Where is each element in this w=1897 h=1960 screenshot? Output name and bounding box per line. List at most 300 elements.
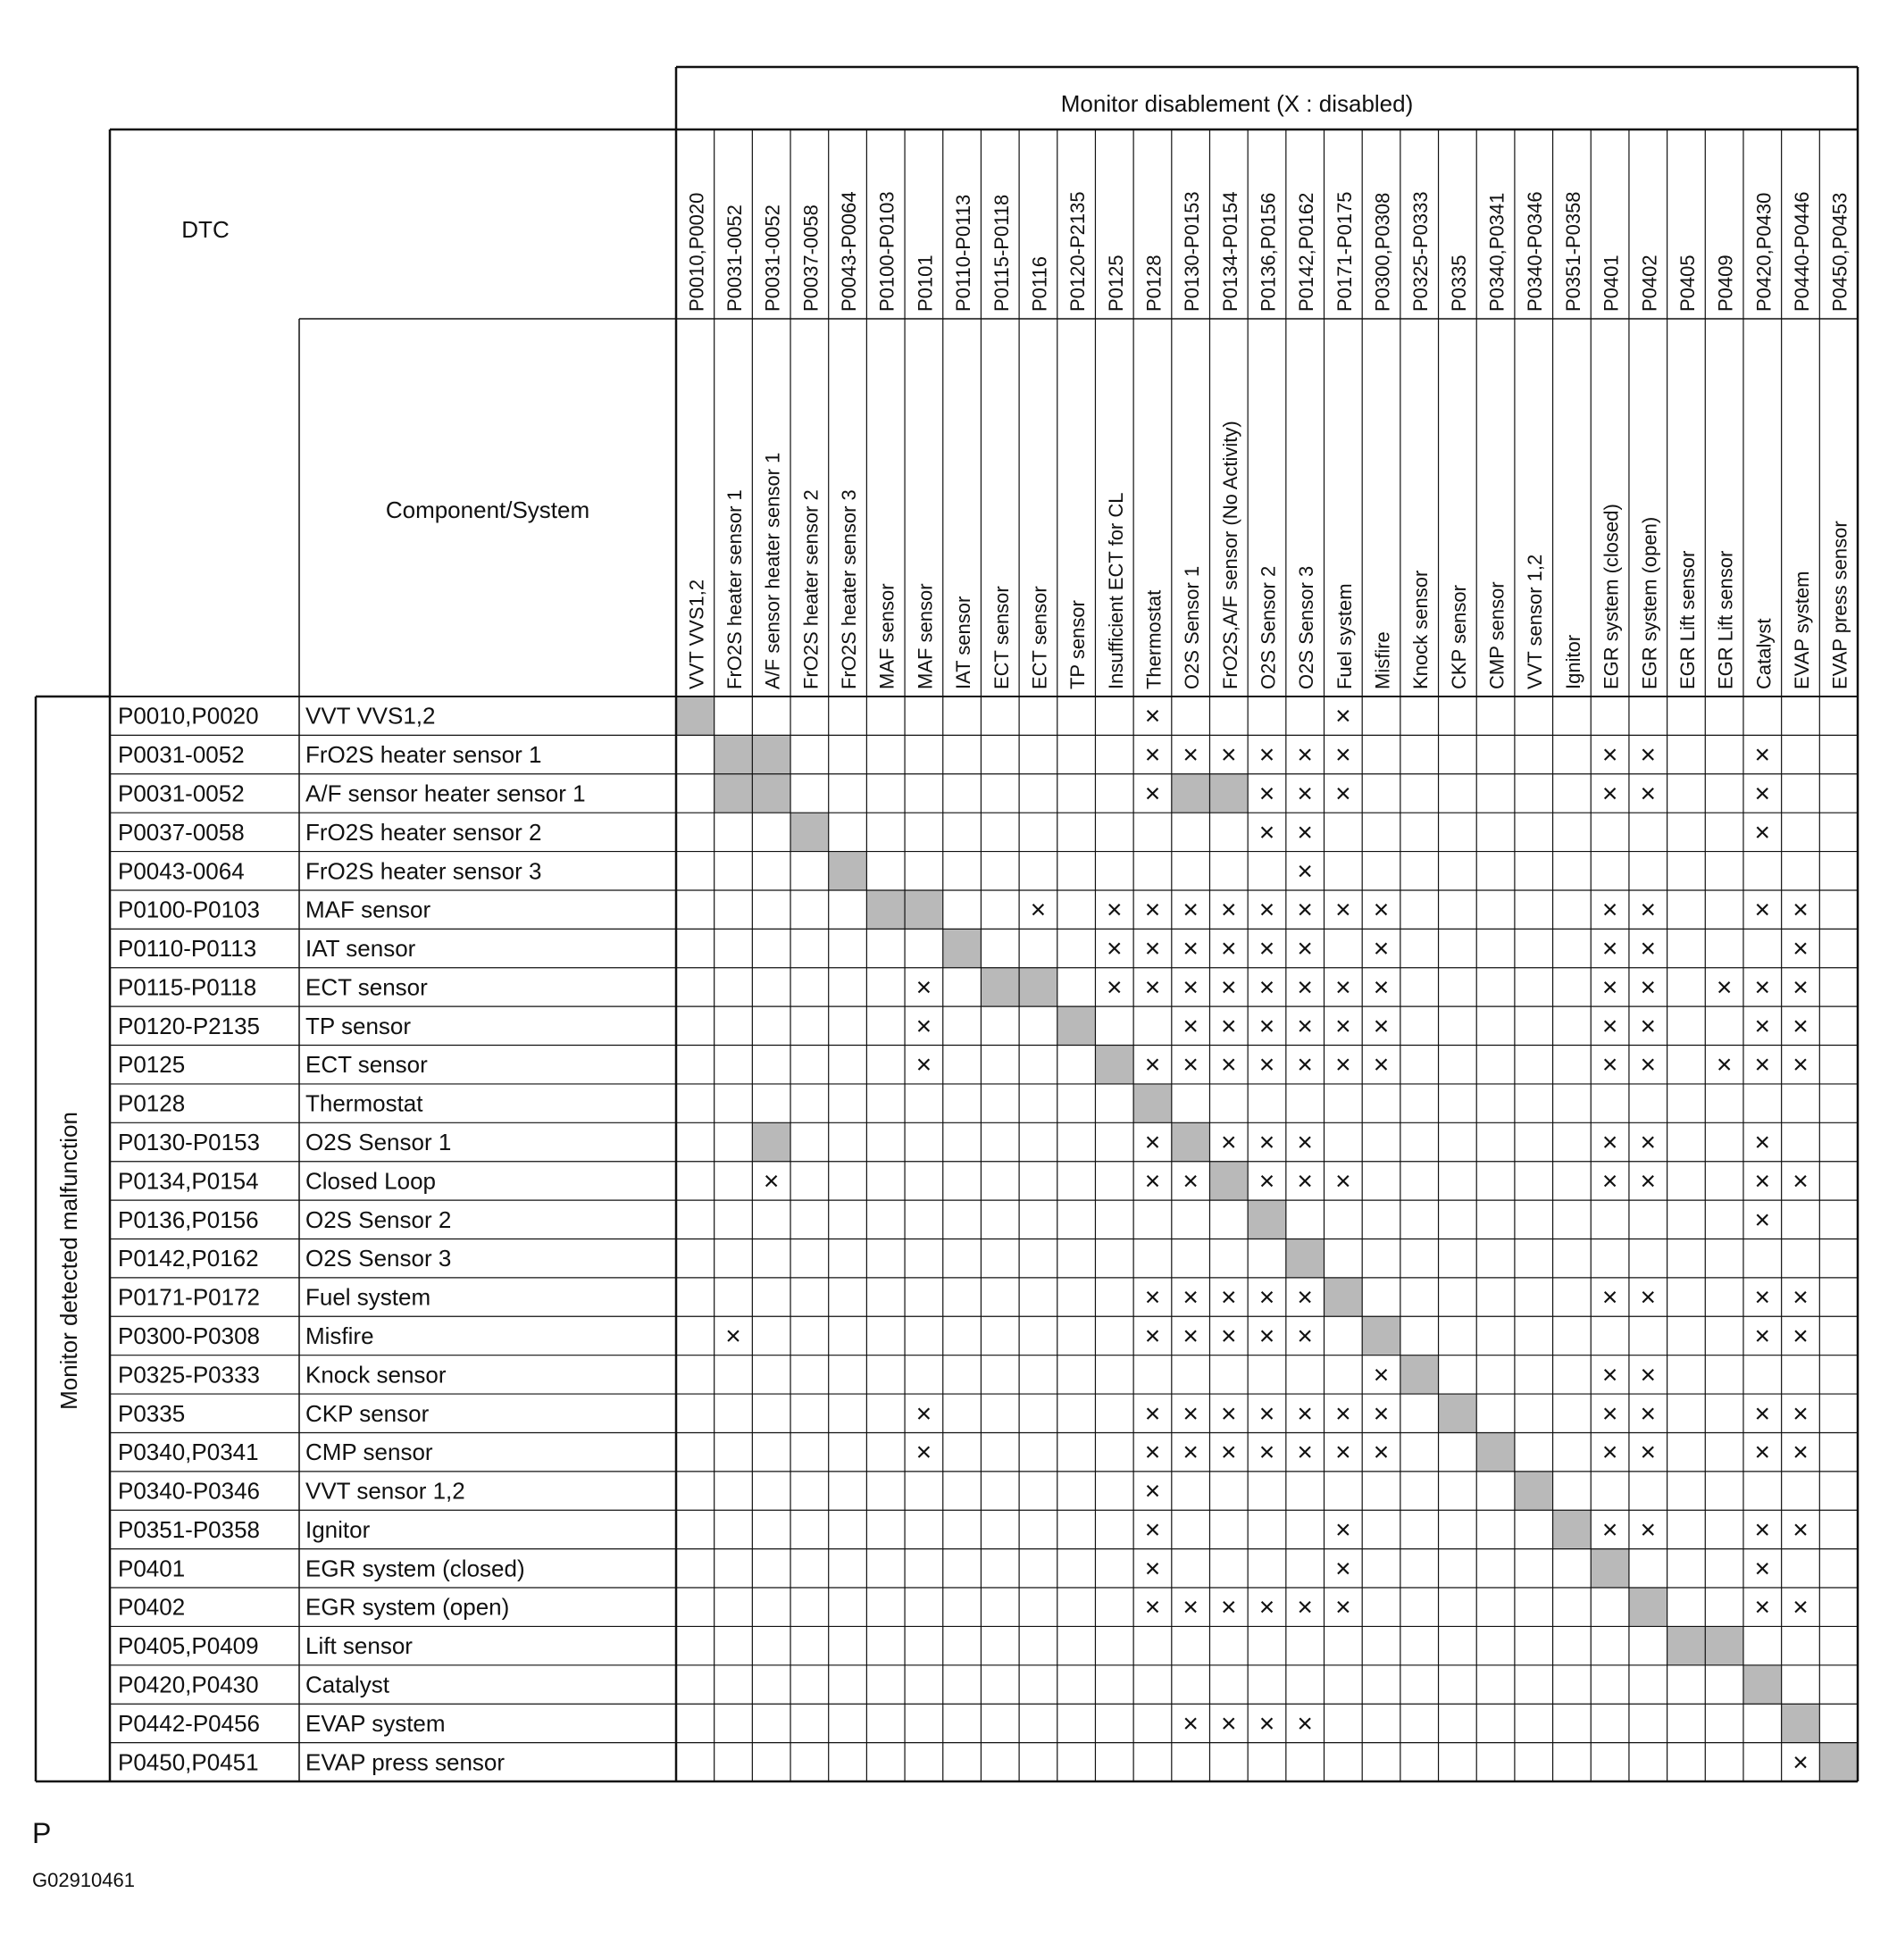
disabled-mark: × [1221,740,1237,771]
disabled-mark: × [1335,1398,1351,1429]
disabled-mark: × [1030,895,1047,925]
disabled-mark: × [1258,1592,1275,1622]
disabled-mark: × [1258,1282,1275,1313]
disabled-mark: × [1297,1438,1313,1468]
disabled-mark: × [1144,1128,1161,1158]
disabled-mark: × [1601,1438,1618,1468]
column-component-label: A/F sensor heater sensor 1 [761,452,784,689]
disabled-mark: × [1297,1166,1313,1197]
disabled-mark: × [1754,1205,1771,1235]
disabled-mark: × [1297,1592,1313,1622]
disabled-mark: × [1754,1050,1771,1080]
row-component-label: EGR system (open) [305,1593,510,1621]
disabled-mark: × [1601,1514,1618,1545]
column-component-label: O2S Sensor 2 [1257,565,1280,689]
disabled-mark: × [1793,1747,1809,1778]
row-dtc-label: P0115-P0118 [118,973,257,1001]
disabled-mark: × [1335,972,1351,1003]
shaded-cell [715,774,753,813]
disabled-mark: × [1144,1438,1161,1468]
disabled-mark: × [1144,779,1161,809]
shaded-cell [1515,1472,1553,1510]
disabled-mark: × [1221,1128,1237,1158]
disabled-mark: × [1640,1166,1657,1197]
shaded-cell [1667,1626,1706,1664]
column-component-label: TP sensor [1066,600,1090,689]
disabled-mark: × [1754,1321,1771,1351]
row-component-label: ECT sensor [305,1051,428,1079]
disabled-mark: × [1793,1438,1809,1468]
column-dtc-label: P0031-0052 [723,204,747,312]
footer-letter: P [32,1817,52,1849]
row-dtc-label: P0325-P0333 [118,1361,261,1389]
disabled-mark: × [1793,1514,1809,1545]
disabled-mark: × [1373,1050,1390,1080]
disabled-mark: × [1754,1438,1771,1468]
row-component-label: Misfire [305,1322,374,1349]
row-dtc-label: P0130-P0153 [118,1129,261,1156]
disabled-mark: × [1335,1011,1351,1041]
shaded-cell [1553,1510,1592,1548]
row-component-label: EGR system (closed) [305,1555,525,1582]
disabled-mark: × [1258,934,1275,964]
disabled-mark: × [1640,934,1657,964]
disabled-mark: × [1601,934,1618,964]
shaded-cell [1286,1239,1325,1278]
row-component-label: Thermostat [305,1089,423,1117]
dtc-header: DTC [181,216,230,243]
disabled-mark: × [1182,1050,1199,1080]
column-dtc-label: P0043-P0064 [838,191,861,312]
disabled-mark: × [1754,1166,1771,1197]
row-dtc-label: P0128 [118,1089,186,1117]
disabled-mark: × [1754,1514,1771,1545]
shaded-cell [943,929,982,967]
disabled-mark: × [1601,1360,1618,1390]
component-system-header: Component/System [385,496,590,523]
column-dtc-label: P0325-P0333 [1409,191,1433,312]
disabled-mark: × [1754,1128,1771,1158]
shaded-cell [829,852,867,890]
disabled-mark: × [1297,1282,1313,1313]
row-component-label: Lift sensor [305,1632,413,1660]
column-dtc-label: P0142,P0162 [1295,192,1318,312]
row-component-label: FrO2S heater sensor 2 [305,818,542,846]
column-dtc-label: P0340,P0341 [1485,192,1508,312]
disabled-mark: × [1601,1011,1618,1041]
row-component-label: Ignitor [305,1515,371,1543]
disabled-mark: × [1144,1514,1161,1545]
disabled-mark: × [1335,1592,1351,1622]
column-dtc-label: P0405 [1676,254,1699,312]
disabled-mark: × [1754,1554,1771,1584]
shaded-cell [1629,1588,1667,1626]
shaded-cell [1172,1122,1210,1161]
disabled-mark: × [1182,895,1199,925]
column-dtc-label: P0340-P0346 [1524,191,1547,312]
disabled-mark: × [1221,1438,1237,1468]
disabled-mark: × [1144,972,1161,1003]
shaded-cell [905,890,943,929]
row-dtc-label: P0134,P0154 [118,1167,259,1195]
disabled-mark: × [1297,1128,1313,1158]
disabled-mark: × [1640,1011,1657,1041]
shaded-cell [1133,1084,1172,1122]
disabled-mark: × [1716,1050,1733,1080]
disabled-mark: × [1297,1321,1313,1351]
shaded-cell [1209,774,1248,813]
disabled-mark: × [1258,1438,1275,1468]
shaded-cell [752,735,790,773]
column-component-label: ECT sensor [1028,586,1051,689]
disabled-mark: × [1640,972,1657,1003]
row-dtc-label: P0043-0064 [118,857,245,885]
column-component-label: EVAP press sensor [1828,521,1851,689]
disabled-mark: × [1144,1282,1161,1313]
column-dtc-label: P0115-P0118 [990,194,1013,312]
disabled-mark: × [1297,1398,1313,1429]
disabled-mark: × [1640,1398,1657,1429]
disabled-mark: × [1297,1011,1313,1041]
column-dtc-label: P0031-0052 [761,204,784,312]
shaded-cell [1782,1704,1820,1742]
disabled-mark: × [1754,895,1771,925]
row-component-label: VVT VVS1,2 [305,702,436,730]
disabled-mark: × [1335,1438,1351,1468]
disabled-mark: × [1601,1166,1618,1197]
column-component-label: MAF sensor [875,583,898,689]
shaded-cell [1705,1626,1743,1664]
disabled-mark: × [1258,1050,1275,1080]
disabled-mark: × [1221,934,1237,964]
column-component-label: Insufficient ECT for CL [1104,492,1127,689]
shaded-cell [1743,1665,1782,1704]
shaded-cell [1209,1162,1248,1200]
row-dtc-label: P0171-P0172 [118,1283,261,1311]
disabled-mark: × [1221,1321,1237,1351]
disabled-mark: × [1335,740,1351,771]
disabled-mark: × [1144,895,1161,925]
disabled-mark: × [915,1398,932,1429]
column-component-label: VVT sensor 1,2 [1524,554,1547,689]
disabled-mark: × [1601,1282,1618,1313]
row-dtc-label: P0120-P2135 [118,1012,261,1039]
disabled-mark: × [1601,1050,1618,1080]
column-component-label: FrO2S,A/F sensor (No Activity) [1218,421,1241,689]
disabled-mark: × [725,1321,741,1351]
row-dtc-label: P0031-0052 [118,780,245,807]
disabled-mark: × [1144,740,1161,771]
disabled-mark: × [1258,1321,1275,1351]
row-component-label: CKP sensor [305,1399,430,1427]
disabled-mark: × [1221,1011,1237,1041]
column-component-label: ECT sensor [990,586,1013,689]
disabled-mark: × [915,1050,932,1080]
column-component-label: O2S Sensor 1 [1181,565,1204,689]
disabled-mark: × [1144,1321,1161,1351]
column-dtc-label: P0136,P0156 [1257,192,1280,312]
disabled-mark: × [763,1166,780,1197]
disabled-mark: × [1258,895,1275,925]
disabled-mark: × [1182,1438,1199,1468]
shaded-cell [981,968,1019,1006]
row-dtc-label: P0335 [118,1399,186,1427]
disabled-mark: × [1221,895,1237,925]
disabled-mark: × [1258,740,1275,771]
disabled-mark: × [915,1011,932,1041]
shaded-cell [1819,1743,1858,1781]
disabled-mark: × [1107,972,1123,1003]
disabled-mark: × [1221,1592,1237,1622]
disabled-mark: × [1793,895,1809,925]
disabled-mark: × [1258,1708,1275,1739]
disabled-mark: × [1221,1708,1237,1739]
disabled-mark: × [1640,1514,1657,1545]
disabled-mark: × [1182,1592,1199,1622]
disabled-mark: × [1335,779,1351,809]
shaded-cell [1362,1316,1400,1355]
column-dtc-label: P0134-P0154 [1218,191,1241,312]
disabled-mark: × [1297,856,1313,887]
shaded-cell [1057,1006,1096,1045]
disabled-mark: × [1182,1321,1199,1351]
disabled-mark: × [1144,1398,1161,1429]
disabled-mark: × [1601,1128,1618,1158]
disabled-mark: × [1793,1166,1809,1197]
disabled-mark: × [1297,895,1313,925]
row-dtc-label: P0010,P0020 [118,702,259,730]
column-dtc-label: P0420,P0430 [1752,192,1776,312]
disabled-mark: × [1335,1166,1351,1197]
row-dtc-label: P0420,P0430 [118,1671,259,1698]
disabled-mark: × [1182,1166,1199,1197]
shaded-cell [790,813,829,851]
disabled-mark: × [1182,1708,1199,1739]
row-component-label: O2S Sensor 1 [305,1129,452,1156]
row-component-label: IAT sensor [305,935,416,963]
row-dtc-label: P0300-P0308 [118,1322,261,1349]
disabled-mark: × [1754,817,1771,847]
disabled-mark: × [1373,972,1390,1003]
row-component-label: VVT sensor 1,2 [305,1477,465,1505]
column-dtc-label: P0351-P0358 [1561,191,1584,312]
disabled-mark: × [1640,1282,1657,1313]
disabled-mark: × [1793,1050,1809,1080]
disabled-mark: × [1107,934,1123,964]
disabled-mark: × [1182,1011,1199,1041]
disabled-mark: × [1373,1360,1390,1390]
column-component-label: Thermostat [1142,589,1166,689]
row-dtc-label: P0401 [118,1555,186,1582]
disabled-mark: × [1144,934,1161,964]
disabled-mark: × [1335,701,1351,731]
disabled-mark: × [1144,1166,1161,1197]
disabled-mark: × [1601,779,1618,809]
row-dtc-label: P0100-P0103 [118,896,261,923]
column-component-label: EGR system (open) [1638,516,1661,689]
row-component-label: Catalyst [305,1671,389,1698]
disabled-mark: × [1793,1592,1809,1622]
column-component-label: Fuel system [1333,583,1356,689]
row-dtc-label: P0031-0052 [118,741,245,769]
disabled-mark: × [1221,1050,1237,1080]
shaded-cell [676,696,715,735]
row-dtc-label: P0450,P0451 [118,1748,259,1776]
disabled-mark: × [1297,1050,1313,1080]
disabled-mark: × [1335,895,1351,925]
row-dtc-label: P0110-P0113 [118,935,257,963]
column-component-label: Ignitor [1561,634,1584,689]
disabled-mark: × [1221,1282,1237,1313]
disabled-mark: × [1144,1554,1161,1584]
disabled-mark: × [1373,895,1390,925]
disabled-mark: × [1297,779,1313,809]
row-dtc-label: P0125 [118,1051,186,1079]
disabled-mark: × [1640,1438,1657,1468]
row-component-label: EVAP press sensor [305,1748,506,1776]
column-dtc-label: P0450,P0453 [1828,192,1851,312]
disabled-mark: × [1640,895,1657,925]
column-component-label: EGR Lift sensor [1676,550,1699,689]
row-dtc-label: P0405,P0409 [118,1632,259,1660]
disabled-mark: × [1144,701,1161,731]
disabled-mark: × [1221,972,1237,1003]
shaded-cell [752,774,790,813]
disabled-mark: × [1182,934,1199,964]
column-dtc-label: P0110-P0113 [952,194,975,312]
disabled-mark: × [1601,740,1618,771]
column-component-label: FrO2S heater sensor 2 [799,489,823,689]
disabled-mark: × [1793,1282,1809,1313]
disabled-mark: × [1601,972,1618,1003]
column-dtc-label: P0037-0058 [799,204,823,312]
shaded-cell [1172,774,1210,813]
disabled-mark: × [1258,1166,1275,1197]
column-dtc-label: P0300,P0308 [1371,192,1394,312]
column-dtc-label: P0120-P2135 [1066,191,1090,312]
disabled-mark: × [1373,1398,1390,1429]
shaded-cell [1591,1549,1629,1588]
column-dtc-label: P0010,P0020 [685,192,708,312]
row-dtc-label: P0340-P0346 [118,1477,261,1505]
shaded-cell [1248,1200,1286,1239]
column-component-label: CKP sensor [1447,585,1470,689]
column-dtc-label: P0116 [1028,256,1051,312]
disabled-mark: × [1640,1360,1657,1390]
disabled-mark: × [915,1438,932,1468]
disabled-mark: × [1144,1476,1161,1506]
disabled-mark: × [1335,1554,1351,1584]
column-component-label: FrO2S heater sensor 3 [838,489,861,689]
disabled-mark: × [1297,817,1313,847]
disabled-mark: × [1793,1398,1809,1429]
column-dtc-label: P0409 [1714,254,1737,312]
column-dtc-label: P0171-P0175 [1333,191,1356,312]
column-dtc-label: P0402 [1638,254,1661,312]
disabled-mark: × [1373,934,1390,964]
disabled-mark: × [1182,1398,1199,1429]
disabled-mark: × [1258,972,1275,1003]
disabled-mark: × [1335,1514,1351,1545]
column-component-label: CMP sensor [1485,581,1508,689]
disabled-mark: × [1297,972,1313,1003]
row-component-label: O2S Sensor 2 [305,1205,452,1233]
column-dtc-label: P0128 [1142,254,1166,312]
row-axis-label: Monitor detected malfunction [55,1112,82,1410]
shaded-cell [1476,1432,1515,1471]
column-dtc-label: P0100-P0103 [875,191,898,312]
disabled-mark: × [1793,972,1809,1003]
row-component-label: ECT sensor [305,973,428,1001]
disabled-mark: × [1107,895,1123,925]
column-dtc-label: P0130-P0153 [1181,191,1204,312]
disabled-mark: × [1258,1398,1275,1429]
disabled-mark: × [1754,740,1771,771]
disabled-mark: × [1640,1128,1657,1158]
figure-code: G02910461 [32,1869,135,1891]
disabled-mark: × [1793,1321,1809,1351]
shaded-cell [1325,1278,1363,1316]
disabled-mark: × [1144,1050,1161,1080]
column-component-label: VVT VVS1,2 [685,579,708,689]
column-component-label: Knock sensor [1409,570,1433,689]
disabled-mark: × [1754,779,1771,809]
disabled-mark: × [1258,779,1275,809]
column-dtc-label: P0401 [1600,254,1623,312]
row-component-label: EVAP system [305,1709,446,1737]
disabled-mark: × [1335,1050,1351,1080]
row-component-label: Closed Loop [305,1167,436,1195]
row-component-label: FrO2S heater sensor 1 [305,741,542,769]
row-component-label: A/F sensor heater sensor 1 [305,780,586,807]
shaded-cell [715,735,753,773]
disabled-mark: × [1601,1398,1618,1429]
column-headers [685,191,1851,689]
disabled-mark: × [1182,740,1199,771]
column-dtc-label: P0335 [1447,254,1470,312]
shaded-cell [1095,1046,1133,1084]
row-dtc-label: P0442-P0456 [118,1709,261,1737]
disabled-mark: × [1754,1398,1771,1429]
row-dtc-label: P0142,P0162 [118,1245,259,1272]
column-component-label: O2S Sensor 3 [1295,565,1318,689]
column-component-label: EGR Lift sensor [1714,550,1737,689]
disabled-mark: × [1297,934,1313,964]
disabled-mark: × [1640,1050,1657,1080]
row-component-label: Knock sensor [305,1361,447,1389]
disabled-mark: × [1716,972,1733,1003]
row-dtc-label: P0340,P0341 [118,1439,259,1466]
disabled-mark: × [1754,1011,1771,1041]
row-component-label: MAF sensor [305,896,431,923]
row-component-label: Fuel system [305,1283,431,1311]
disabled-mark: × [1297,740,1313,771]
row-dtc-label: P0037-0058 [118,818,245,846]
disabled-mark: × [1258,1011,1275,1041]
disabled-mark: × [1297,1708,1313,1739]
disabled-mark: × [915,972,932,1003]
disabled-mark: × [1793,1011,1809,1041]
disabled-mark: × [1373,1011,1390,1041]
column-dtc-label: P0440-P0446 [1790,191,1813,312]
disabled-mark: × [1258,817,1275,847]
row-component-label: FrO2S heater sensor 3 [305,857,542,885]
row-component-label: TP sensor [305,1012,412,1039]
shaded-cell [752,1122,790,1161]
table-title: Monitor disablement (X : disabled) [1060,90,1414,117]
column-component-label: FrO2S heater sensor 1 [723,489,747,689]
row-component-label: O2S Sensor 3 [305,1245,452,1272]
